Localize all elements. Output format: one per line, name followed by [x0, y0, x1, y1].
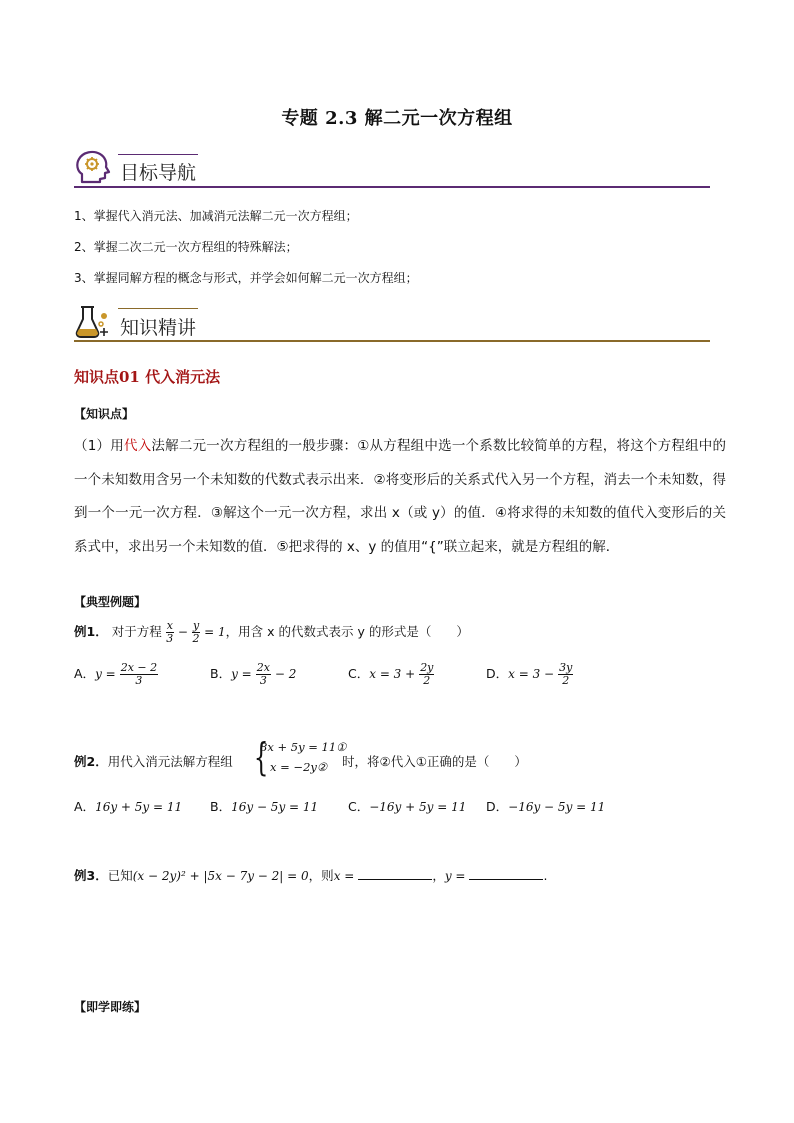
answer-blank-x[interactable]	[358, 867, 432, 880]
knowledge-section-header	[74, 300, 710, 344]
examples-tag: 【典型例题】	[74, 595, 147, 609]
fraction-y-over-2: $\frac{y}{2}$	[192, 619, 200, 645]
system-brace: {	[253, 735, 269, 779]
example-1-text-b: ，用含 x 的代数式表示 y 的形式是（ ）	[225, 624, 469, 639]
goal-section-label: 目标导航	[120, 162, 197, 184]
goal-section-header	[74, 146, 710, 190]
para-prefix: （1）用	[74, 438, 124, 454]
example-1-option-b: B．y = $\frac{2x}{3}$ − 2	[210, 661, 297, 687]
system-equation-2: x = −2y②	[270, 760, 328, 774]
goal-item-2: 2、掌握二次二元一次方程组的特殊解法；	[74, 240, 298, 254]
fraction-x-over-3: $\frac{x}{3}$	[166, 619, 174, 645]
practice-tag: 【即学即练】	[74, 1000, 147, 1014]
knowledge-point-heading: 知识点01 代入消元法	[74, 368, 221, 386]
goal-header-rule	[74, 186, 710, 188]
example-2-text-b: 时，将②代入①正确的是（ ）	[342, 754, 527, 769]
goal-item-1: 1、掌握代入消元法、加减消元法解二元一次方程组；	[74, 209, 358, 223]
example-1-option-d: D．x = 3 − $\frac{3y}{2}$	[486, 661, 573, 687]
example-2	[74, 735, 634, 782]
example-2-text-a: 用代入消元法解方程组	[107, 754, 233, 769]
example-2-option-a: A．16y + 5y = 11	[74, 799, 183, 814]
example-2-option-b: B．16y − 5y = 11	[210, 799, 319, 814]
example-3-expression: (x − 2y)² + |5x − 7y − 2| = 0	[132, 869, 309, 883]
knowledge-header-rule	[74, 340, 710, 342]
goal-item-3: 3、掌握同解方程的概念与形式，并学会如何解二元一次方程组；	[74, 271, 418, 285]
example-2-option-d: D．−16y − 5y = 11	[486, 799, 606, 814]
system-equation-1: 8x + 5y = 11①	[260, 740, 347, 754]
example-3-label: 例3．	[74, 868, 108, 883]
para-body: 法解二元一次方程组的一般步骤：①从方程组中选一个系数比较简单的方程，将这个方程组中的一个未知数用含另一个未知数的代数式表示出来．②将变形后的关系式代入另一个方程，消去一个未知数，得到一个一元一次方程．③解这个一元一次方程，求出 x（或 y）的值．④将求得的未知数的值代入变形后的关系式中，求出另一个未知数的值．⑤把求得的 x、y 的值用“{”联立起来，就是方程组的解．	[74, 438, 727, 555]
example-1-text-a: 对于方程	[111, 624, 162, 639]
head-gear-icon	[74, 148, 112, 186]
example-1-label: 例1．	[74, 624, 108, 639]
para-highlight: 代入	[123, 438, 152, 454]
example-1-option-c: C．x = 3 + $\frac{2y}{2}$	[348, 661, 434, 687]
document-title: 专题 2.3 解二元一次方程组	[281, 108, 513, 129]
example-1-option-a: A．y = $\frac{2x - 2}{3}$	[74, 661, 158, 687]
knowledge-paragraph	[74, 430, 726, 564]
goal-header-top-rule	[118, 154, 198, 155]
knowledge-tag: 【知识点】	[74, 407, 135, 421]
example-2-option-c: C．−16y + 5y = 11	[348, 799, 467, 814]
example-2-label: 例2．	[74, 754, 108, 769]
example-3: 例3．已知(x − 2y)² + |5x − 7y − 2| = 0，则x = ，y = .	[74, 868, 548, 883]
flask-icon	[74, 302, 112, 340]
example-1: 例1． 对于方程 $\frac{x}{3}$ − $\frac{y}{2}$ = 1，用含 x 的代数式表示 y 的形式是（ ）	[74, 619, 469, 645]
knowledge-header-top-rule	[118, 308, 198, 309]
knowledge-section-label: 知识精讲	[120, 317, 197, 339]
answer-blank-y[interactable]	[469, 867, 543, 880]
